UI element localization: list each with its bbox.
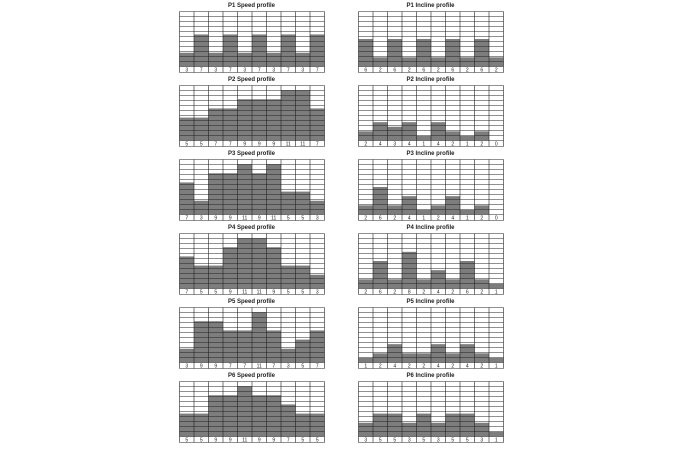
bar xyxy=(489,284,504,289)
bar xyxy=(460,136,475,141)
value-label: 7 xyxy=(228,67,232,73)
chart-title: P5 Incline profile xyxy=(406,299,455,305)
value-label: 2 xyxy=(480,289,484,295)
value-label: 5 xyxy=(301,289,305,295)
chart-title: P4 Incline profile xyxy=(406,225,455,231)
value-label: 6 xyxy=(378,289,382,295)
value-label: 5 xyxy=(301,363,305,369)
chart-11 xyxy=(179,372,324,443)
chart-plot xyxy=(179,233,325,295)
bar xyxy=(475,39,490,67)
value-label: 7 xyxy=(315,141,319,147)
bar xyxy=(359,39,374,67)
value-label: 1 xyxy=(364,363,368,369)
bar xyxy=(446,353,461,362)
bar xyxy=(431,57,446,66)
value-label: 3 xyxy=(286,363,290,369)
bar xyxy=(446,39,461,67)
value-label: 3 xyxy=(315,289,319,295)
bar xyxy=(209,53,224,67)
chart-plot xyxy=(358,233,504,295)
value-label: 11 xyxy=(242,289,248,295)
value-label: 3 xyxy=(364,437,368,443)
chart-plot xyxy=(358,11,504,73)
value-label: 9 xyxy=(214,215,218,221)
value-label: 11 xyxy=(300,141,306,147)
value-label: 1 xyxy=(422,141,426,147)
value-label: 6 xyxy=(465,289,469,295)
chart-title: P3 Incline profile xyxy=(406,151,455,157)
chart-title: P2 Speed profile xyxy=(227,77,275,83)
value-label: 1 xyxy=(494,363,498,369)
value-label: 9 xyxy=(272,437,276,443)
value-label: 5 xyxy=(286,289,290,295)
value-label: 3 xyxy=(243,67,247,73)
value-label: 5 xyxy=(315,437,319,443)
value-label: 11 xyxy=(285,141,291,147)
chart-10 xyxy=(358,298,503,369)
chart-plot xyxy=(179,381,325,443)
value-label: 4 xyxy=(378,141,382,147)
bar xyxy=(388,127,403,141)
value-label: 1 xyxy=(494,437,498,443)
value-label: 4 xyxy=(436,363,440,369)
bar xyxy=(373,414,388,437)
bar xyxy=(446,196,461,214)
value-label: 1 xyxy=(422,215,426,221)
bar xyxy=(431,205,446,214)
bar xyxy=(489,358,504,363)
value-label: 5 xyxy=(214,289,218,295)
bar xyxy=(388,279,403,288)
value-label: 2 xyxy=(451,363,455,369)
bar xyxy=(194,266,209,289)
bar xyxy=(402,196,417,214)
value-label: 7 xyxy=(228,141,232,147)
bar xyxy=(209,266,224,289)
bar xyxy=(281,349,296,363)
bar xyxy=(388,414,403,437)
bar xyxy=(475,131,490,140)
chart-title: P6 Speed profile xyxy=(227,373,275,379)
value-label: 7 xyxy=(185,289,189,295)
value-label: 2 xyxy=(494,67,498,73)
value-label: 4 xyxy=(436,289,440,295)
value-label: 9 xyxy=(228,289,232,295)
value-label: 5 xyxy=(185,437,189,443)
bar xyxy=(431,344,446,362)
bar xyxy=(417,279,432,288)
chart-plot xyxy=(358,381,504,443)
bar xyxy=(417,39,432,67)
chart-12 xyxy=(358,372,503,443)
value-label: 7 xyxy=(315,67,319,73)
bar xyxy=(446,414,461,437)
value-label: 0 xyxy=(494,215,498,221)
chart-9 xyxy=(179,298,324,369)
bar xyxy=(431,423,446,437)
value-label: 2 xyxy=(465,67,469,73)
value-label: 5 xyxy=(301,215,305,221)
value-label: 11 xyxy=(242,215,248,221)
value-label: 9 xyxy=(228,215,232,221)
value-label: 4 xyxy=(451,215,455,221)
chart-title: P6 Incline profile xyxy=(406,373,455,379)
value-label: 6 xyxy=(378,215,382,221)
chart-plot xyxy=(179,11,325,73)
value-label: 4 xyxy=(407,215,411,221)
value-label: 2 xyxy=(480,363,484,369)
value-label: 3 xyxy=(301,67,305,73)
bar xyxy=(402,353,417,362)
value-label: 4 xyxy=(407,141,411,147)
bar xyxy=(194,201,209,215)
value-label: 1 xyxy=(465,215,469,221)
bar xyxy=(359,205,374,214)
value-label: 2 xyxy=(378,67,382,73)
value-label: 6 xyxy=(364,67,368,73)
bar xyxy=(431,122,446,140)
value-label: 7 xyxy=(286,437,290,443)
value-label: 9 xyxy=(272,289,276,295)
bar xyxy=(402,423,417,437)
value-label: 11 xyxy=(256,363,262,369)
bar xyxy=(431,270,446,288)
bar xyxy=(388,205,403,214)
bar xyxy=(180,53,195,67)
chart-plot xyxy=(358,159,504,221)
bar xyxy=(267,53,282,67)
bar xyxy=(281,192,296,215)
value-label: 3 xyxy=(480,437,484,443)
bar xyxy=(475,353,490,362)
value-label: 7 xyxy=(228,363,232,369)
bar xyxy=(194,118,209,141)
value-label: 11 xyxy=(242,437,248,443)
chart-4 xyxy=(358,76,503,147)
value-label: 3 xyxy=(407,437,411,443)
value-label: 5 xyxy=(199,141,203,147)
chart-2 xyxy=(358,2,503,73)
value-label: 9 xyxy=(228,437,232,443)
value-label: 5 xyxy=(199,437,203,443)
value-label: 2 xyxy=(407,363,411,369)
value-label: 3 xyxy=(272,67,276,73)
value-label: 7 xyxy=(214,141,218,147)
bar xyxy=(460,210,475,215)
bar xyxy=(359,279,374,288)
bar xyxy=(388,344,403,362)
value-label: 5 xyxy=(199,289,203,295)
chart-title: P1 Speed profile xyxy=(227,3,275,9)
bar xyxy=(417,353,432,362)
bar xyxy=(296,53,311,67)
bar xyxy=(373,353,388,362)
chart-title: P1 Incline profile xyxy=(406,3,455,9)
chart-8 xyxy=(358,224,503,295)
chart-3 xyxy=(179,76,324,147)
value-label: 2 xyxy=(364,215,368,221)
value-label: 3 xyxy=(185,363,189,369)
value-label: 9 xyxy=(257,215,261,221)
value-label: 1 xyxy=(465,141,469,147)
bar xyxy=(359,423,374,437)
bar xyxy=(402,252,417,289)
bar xyxy=(489,432,504,437)
bar xyxy=(388,39,403,67)
bar xyxy=(446,131,461,140)
value-label: 9 xyxy=(199,363,203,369)
value-label: 6 xyxy=(451,67,455,73)
value-label: 2 xyxy=(480,141,484,147)
value-label: 3 xyxy=(214,67,218,73)
bar xyxy=(373,261,388,289)
value-label: 5 xyxy=(286,215,290,221)
bar xyxy=(373,57,388,66)
bar xyxy=(475,423,490,437)
bar xyxy=(296,414,311,437)
value-label: 2 xyxy=(378,363,382,369)
value-label: 7 xyxy=(199,67,203,73)
bar xyxy=(310,414,325,437)
value-label: 2 xyxy=(422,363,426,369)
value-label: 3 xyxy=(185,67,189,73)
value-label: 6 xyxy=(422,67,426,73)
value-label: 0 xyxy=(494,141,498,147)
value-label: 7 xyxy=(257,67,261,73)
value-label: 6 xyxy=(480,67,484,73)
value-label: 5 xyxy=(465,437,469,443)
bar xyxy=(460,344,475,362)
value-label: 9 xyxy=(257,437,261,443)
value-label: 3 xyxy=(199,215,203,221)
bar xyxy=(359,131,374,140)
bar xyxy=(359,358,374,363)
chart-title: P5 Speed profile xyxy=(227,299,275,305)
value-label: 5 xyxy=(451,437,455,443)
value-label: 7 xyxy=(272,363,276,369)
value-label: 4 xyxy=(436,141,440,147)
bar xyxy=(475,205,490,214)
chart-plot xyxy=(358,85,504,147)
bar xyxy=(310,201,325,215)
value-label: 2 xyxy=(436,215,440,221)
chart-plot xyxy=(179,85,325,147)
bar xyxy=(373,122,388,140)
chart-7 xyxy=(179,224,324,295)
value-label: 9 xyxy=(214,363,218,369)
bar xyxy=(417,414,432,437)
value-label: 1 xyxy=(494,289,498,295)
value-label: 5 xyxy=(378,437,382,443)
chart-1 xyxy=(179,2,324,73)
value-label: 11 xyxy=(256,289,262,295)
bar xyxy=(460,414,475,437)
bar xyxy=(373,187,388,215)
bar xyxy=(446,279,461,288)
bar xyxy=(296,340,311,363)
value-label: 2 xyxy=(436,67,440,73)
bar xyxy=(310,275,325,289)
value-label: 3 xyxy=(436,437,440,443)
value-label: 6 xyxy=(393,67,397,73)
value-label: 2 xyxy=(407,67,411,73)
bar xyxy=(281,266,296,289)
bar xyxy=(194,414,209,437)
bar xyxy=(402,122,417,140)
chart-title: P2 Incline profile xyxy=(406,77,455,83)
value-label: 5 xyxy=(301,437,305,443)
bar xyxy=(296,192,311,215)
value-label: 7 xyxy=(315,363,319,369)
value-label: 11 xyxy=(271,215,277,221)
chart-plot xyxy=(179,159,325,221)
value-label: 7 xyxy=(185,215,189,221)
value-label: 7 xyxy=(243,363,247,369)
value-label: 2 xyxy=(480,215,484,221)
value-label: 2 xyxy=(393,289,397,295)
bar xyxy=(180,349,195,363)
value-label: 2 xyxy=(393,215,397,221)
bar xyxy=(238,53,253,67)
value-label: 7 xyxy=(286,67,290,73)
value-label: 5 xyxy=(393,437,397,443)
bar xyxy=(460,57,475,66)
value-label: 9 xyxy=(243,141,247,147)
value-label: 9 xyxy=(257,141,261,147)
value-label: 3 xyxy=(315,215,319,221)
value-label: 2 xyxy=(364,141,368,147)
value-label: 2 xyxy=(451,141,455,147)
chart-6 xyxy=(358,150,503,221)
bar xyxy=(475,279,490,288)
chart-5 xyxy=(179,150,324,221)
bar xyxy=(460,261,475,289)
value-label: 2 xyxy=(422,289,426,295)
bar xyxy=(296,266,311,289)
bar xyxy=(402,57,417,66)
bar xyxy=(180,118,195,141)
value-label: 5 xyxy=(422,437,426,443)
value-label: 5 xyxy=(185,141,189,147)
value-label: 9 xyxy=(272,141,276,147)
chart-plot xyxy=(179,307,325,369)
chart-plot xyxy=(358,307,504,369)
bar xyxy=(180,414,195,437)
chart-title: P3 Speed profile xyxy=(227,151,275,157)
value-label: 4 xyxy=(465,363,469,369)
value-label: 4 xyxy=(393,363,397,369)
value-label: 3 xyxy=(393,141,397,147)
bar xyxy=(489,57,504,66)
bar xyxy=(417,210,432,215)
value-label: 8 xyxy=(407,289,411,295)
value-label: 2 xyxy=(364,289,368,295)
bar xyxy=(417,136,432,141)
value-label: 2 xyxy=(451,289,455,295)
chart-title: P4 Speed profile xyxy=(227,225,275,231)
value-label: 9 xyxy=(214,437,218,443)
